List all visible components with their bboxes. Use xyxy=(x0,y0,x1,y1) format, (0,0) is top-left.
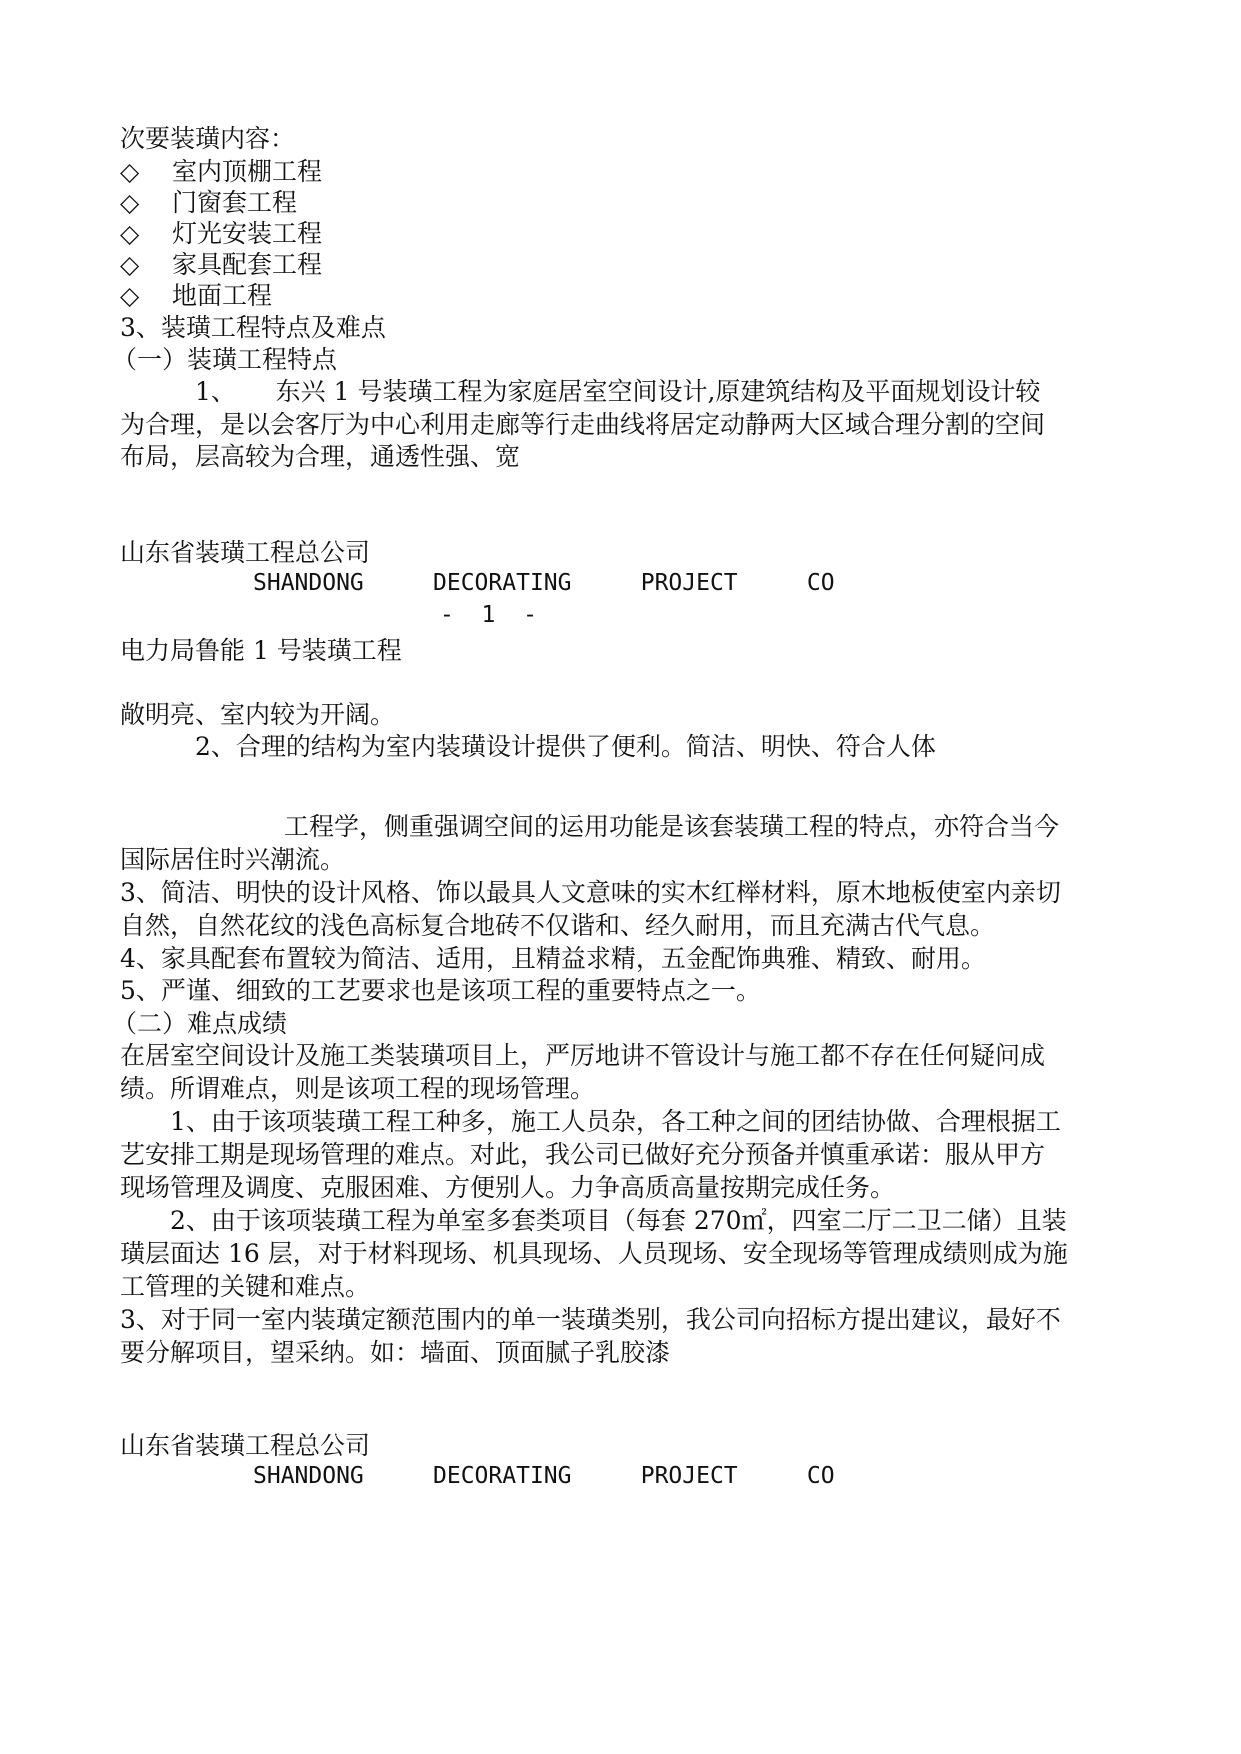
bullet-label: 地面工程 xyxy=(172,281,273,310)
diamond-bullet-icon: ◇ xyxy=(120,281,140,310)
paragraph-line: 为合理，是以会客厅为中心利用走廊等行走曲线将居定动静两大区域合理分割的空间 xyxy=(120,410,1046,439)
bullet-label: 门窗套工程 xyxy=(172,188,298,217)
paragraph-line: 1、由于该项装璜工程工种多，施工人员杂，各工种之间的团结协做、合理根据工 xyxy=(170,1107,1061,1136)
paragraph-line: 2、由于该项装璜工程为单室多套类项目（每套 270㎡，四室二厅二卫二储）且装 xyxy=(170,1206,1067,1235)
project-title: 电力局鲁能 1 号装璜工程 xyxy=(120,636,402,665)
page-number: - 1 - xyxy=(440,602,537,628)
paragraph-line: 布局，层高较为合理，通透性强、宽 xyxy=(120,442,521,471)
paragraph-line: 国际居住时兴潮流。 xyxy=(120,845,346,874)
paragraph-line: 绩。所谓难点，则是该项工程的现场管理。 xyxy=(120,1074,596,1103)
paragraph-line: 璜层面达 16 层，对于材料现场、机具现场、人员现场、安全现场等管理成绩则成为施 xyxy=(120,1239,1068,1268)
bullet-label: 室内顶棚工程 xyxy=(172,157,323,186)
paragraph-line: 现场管理及调度、克服困难、方便别人。力争高质高量按期完成任务。 xyxy=(120,1173,896,1202)
paragraph-line: 工管理的关键和难点。 xyxy=(120,1272,371,1301)
paragraph-line: 2、合理的结构为室内装璜设计提供了便利。简洁、明快、符合人体 xyxy=(195,732,936,761)
paragraph-line: 3、简洁、明快的设计风格、饰以最具人文意味的实木红榉材料，原木地板使室内亲切 xyxy=(120,878,1061,907)
paragraph-line: 5、严谨、细致的工艺要求也是该项工程的重要特点之一。 xyxy=(120,976,761,1005)
paragraph-line: 1、 东兴 1 号装璜工程为家庭居室空间设计,原建筑结构及平面规划设计较 xyxy=(195,377,1041,406)
paragraph-line: 艺安排工期是现场管理的难点。对此，我公司已做好充分预备并慎重承诺：服从甲方 xyxy=(120,1140,1046,1169)
paragraph-line: 要分解项目，望采纳。如：墙面、顶面腻子乳胶漆 xyxy=(120,1338,671,1367)
bullet-item xyxy=(120,278,272,313)
paragraph-line: 3、对于同一室内装璜定额范围内的单一装璜类别，我公司向招标方提出建议，最好不 xyxy=(120,1305,1061,1334)
bullet-label: 灯光安装工程 xyxy=(172,219,323,248)
bullet-item xyxy=(120,216,322,251)
diamond-bullet-icon: ◇ xyxy=(120,188,140,217)
bullet-item xyxy=(120,154,322,189)
diamond-bullet-icon: ◇ xyxy=(120,157,140,186)
paragraph-line: 自然，自然花纹的浅色高标复合地砖不仅谐和、经久耐用，而且充满古代气息。 xyxy=(120,911,996,940)
bullet-item xyxy=(120,247,322,282)
paragraph-line: 在居室空间设计及施工类装璜项目上，严厉地讲不管设计与施工都不存在任何疑问成 xyxy=(120,1041,1046,1070)
bullet-label: 家具配套工程 xyxy=(172,250,323,279)
section-title: 3、装璜工程特点及难点 xyxy=(120,313,386,342)
paragraph-line: 工程学，侧重强调空间的运用功能是该套装璜工程的特点，亦符合当今 xyxy=(284,812,1060,841)
footer-company-cn: 山东省装璜工程总公司 xyxy=(120,1431,371,1460)
diamond-bullet-icon: ◇ xyxy=(120,250,140,279)
diamond-bullet-icon: ◇ xyxy=(120,219,140,248)
footer-company-cn: 山东省装璜工程总公司 xyxy=(120,538,371,567)
bullet-item xyxy=(120,185,297,220)
footer-company-en: SHANDONG DECORATING PROJECT CO xyxy=(253,570,835,596)
subsection-title: （一）装璜工程特点 xyxy=(112,345,338,374)
content-heading: 次要装璜内容： xyxy=(120,124,296,153)
footer-company-en: SHANDONG DECORATING PROJECT CO xyxy=(253,1463,835,1489)
paragraph-line: 敞明亮、室内较为开阔。 xyxy=(120,700,396,729)
paragraph-line: 4、家具配套布置较为简洁、适用，且精益求精，五金配饰典雅、精致、耐用。 xyxy=(120,944,986,973)
subsection-title: （二）难点成绩 xyxy=(112,1009,288,1038)
